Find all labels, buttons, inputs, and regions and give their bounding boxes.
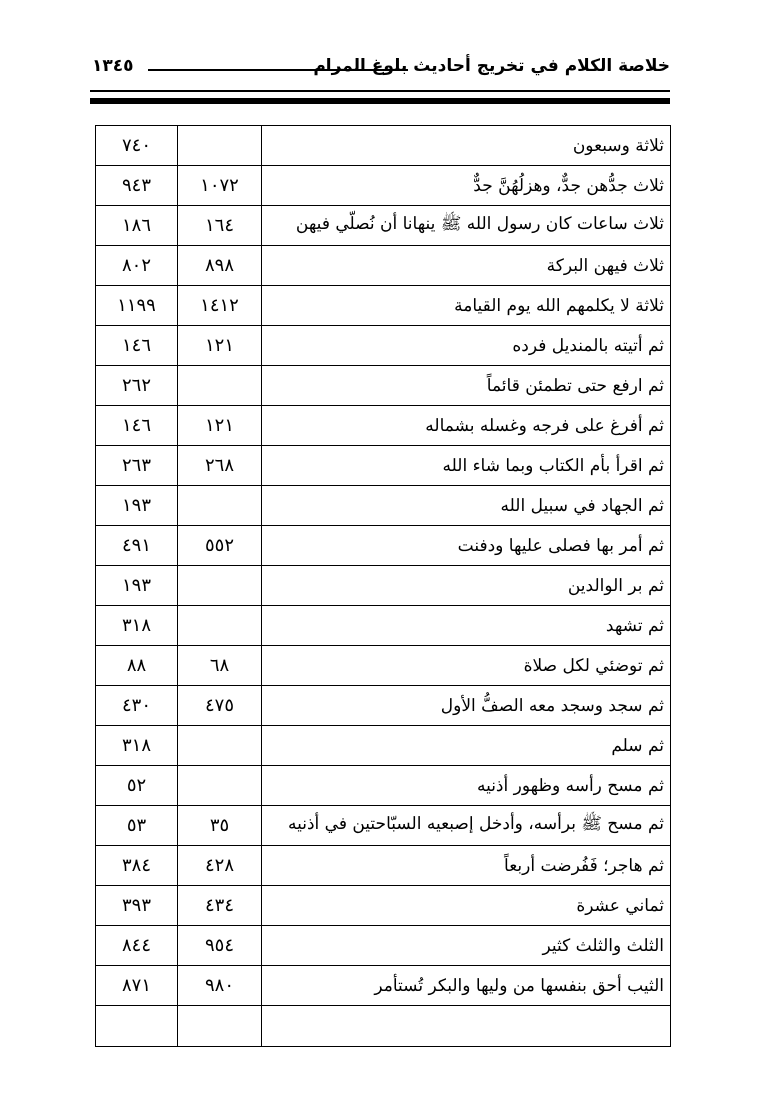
hadith-number-cell: ٤٣٤ xyxy=(178,886,262,926)
hadith-text-cell: ثم أمر بها فصلى عليها ودفنت xyxy=(262,526,671,566)
page-number-cell: ٢٦٣ xyxy=(96,446,178,486)
empty-cell xyxy=(262,1006,671,1047)
header-thin-rule xyxy=(90,90,670,92)
page-number-cell: ٣١٨ xyxy=(96,726,178,766)
page-number-cell: ٣٨٤ xyxy=(96,846,178,886)
hadith-number-cell: ٥٥٢ xyxy=(178,526,262,566)
header-thick-rule xyxy=(90,98,670,104)
hadith-number-cell: ٤٢٨ xyxy=(178,846,262,886)
hadith-number-cell xyxy=(178,126,262,166)
hadith-number-cell xyxy=(178,366,262,406)
table-row xyxy=(96,126,671,166)
page-number-cell: ٣٩٣ xyxy=(96,886,178,926)
hadith-number-cell: ٢٦٨ xyxy=(178,446,262,486)
page-number-cell: ١٩٣ xyxy=(96,486,178,526)
hadith-number-cell xyxy=(178,726,262,766)
hadith-number-cell: ١٦٤ xyxy=(178,206,262,246)
table-row xyxy=(96,486,671,526)
hadith-number-cell: ٩٨٠ xyxy=(178,966,262,1006)
empty-table-row xyxy=(96,1006,671,1047)
hadith-text-cell: ثم أفرغ على فرجه وغسله بشماله xyxy=(262,406,671,446)
table-row xyxy=(96,326,671,366)
table-row xyxy=(96,646,671,686)
hadith-text-cell: ثم هاجر؛ فَفُرضت أربعاً xyxy=(262,846,671,886)
table-row xyxy=(96,526,671,566)
empty-cell xyxy=(96,1006,178,1047)
hadith-number-cell: ٨٩٨ xyxy=(178,246,262,286)
hadith-text-cell: ثم توضئي لكل صلاة xyxy=(262,646,671,686)
page-number-cell: ٨٤٤ xyxy=(96,926,178,966)
page-number-cell: ١٤٦ xyxy=(96,406,178,446)
page-number-cell: ١٨٦ xyxy=(96,206,178,246)
hadith-number-cell: ١٢١ xyxy=(178,326,262,366)
header-dash-rule xyxy=(148,69,408,71)
hadith-text-cell: الثيب أحق بنفسها من وليها والبكر تُستأمر xyxy=(262,966,671,1006)
table-row xyxy=(96,886,671,926)
page-number-cell: ١١٩٩ xyxy=(96,286,178,326)
table-row xyxy=(96,166,671,206)
hadith-text-cell: ثم تشهد xyxy=(262,606,671,646)
empty-cell xyxy=(178,1006,262,1047)
table-row xyxy=(96,606,671,646)
table-row xyxy=(96,446,671,486)
hadith-text-cell: ثم اقرأ بأم الكتاب وبما شاء الله xyxy=(262,446,671,486)
hadith-text-cell: ثم سلم xyxy=(262,726,671,766)
table-row xyxy=(96,966,671,1006)
table-row xyxy=(96,406,671,446)
hadith-number-cell: ٣٥ xyxy=(178,806,262,846)
hadith-text-cell: ثم أتيته بالمنديل فرده xyxy=(262,326,671,366)
table-row xyxy=(96,846,671,886)
hadith-text-cell: ثم مسح رأسه وظهور أذنيه xyxy=(262,766,671,806)
page-number-cell: ١٤٦ xyxy=(96,326,178,366)
table-row xyxy=(96,766,671,806)
page-number-cell: ١٩٣ xyxy=(96,566,178,606)
page-number-cell: ٥٢ xyxy=(96,766,178,806)
index-table-body xyxy=(96,126,671,1047)
hadith-number-cell xyxy=(178,606,262,646)
hadith-number-cell: ١٠٧٢ xyxy=(178,166,262,206)
page-number-cell: ٨٨ xyxy=(96,646,178,686)
running-header xyxy=(92,56,670,84)
page-number-cell: ٣١٨ xyxy=(96,606,178,646)
hadith-text-cell: ثم بر الوالدين xyxy=(262,566,671,606)
hadith-number-cell: ١٢١ xyxy=(178,406,262,446)
hadith-text-cell: ثلاث جدُّهن جدٌّ، وهزلُهُنَّ جدٌّ xyxy=(262,166,671,206)
hadith-number-cell xyxy=(178,566,262,606)
table-row xyxy=(96,206,671,246)
hadith-number-cell xyxy=(178,486,262,526)
page-number-cell: ٤٩١ xyxy=(96,526,178,566)
table-row xyxy=(96,286,671,326)
hadith-number-cell: ١٤١٢ xyxy=(178,286,262,326)
hadith-text-cell: ثم سجد وسجد معه الصفُّ الأول xyxy=(262,686,671,726)
page-number-cell: ٤٣٠ xyxy=(96,686,178,726)
table-row xyxy=(96,806,671,846)
hadith-text-cell: الثلث والثلث كثير xyxy=(262,926,671,966)
page-number-cell: ٩٤٣ xyxy=(96,166,178,206)
table-row xyxy=(96,246,671,286)
hadith-text-cell: ثلاثة وسبعون xyxy=(262,126,671,166)
hadith-index-table xyxy=(95,125,671,1047)
page-number: ١٣٤٥ xyxy=(92,56,134,76)
page-number-cell: ٧٤٠ xyxy=(96,126,178,166)
table-row xyxy=(96,726,671,766)
hadith-text-cell: ثم الجهاد في سبيل الله xyxy=(262,486,671,526)
table-row xyxy=(96,366,671,406)
hadith-number-cell: ٦٨ xyxy=(178,646,262,686)
book-title: خلاصة الكلام في تخريج أحاديث بلوغ المرام xyxy=(313,56,670,76)
hadith-text-cell: ثلاث فيهن البركة xyxy=(262,246,671,286)
hadith-number-cell xyxy=(178,766,262,806)
page-number-cell: ٨٠٢ xyxy=(96,246,178,286)
hadith-text-cell: ثم ارفع حتى تطمئن قائماً xyxy=(262,366,671,406)
hadith-number-cell: ٩٥٤ xyxy=(178,926,262,966)
page-number-cell: ٨٧١ xyxy=(96,966,178,1006)
table-row xyxy=(96,686,671,726)
hadith-text-cell: ثلاث ساعات كان رسول الله ﷺ ينهانا أن نُصلّي فيهن xyxy=(262,206,671,246)
hadith-text-cell: ثم مسح ﷺ برأسه، وأدخل إصبعيه السبّاحتين في أذنيه xyxy=(262,806,671,846)
table-row xyxy=(96,566,671,606)
table-row xyxy=(96,926,671,966)
hadith-text-cell: ثماني عشرة xyxy=(262,886,671,926)
hadith-text-cell: ثلاثة لا يكلمهم الله يوم القيامة xyxy=(262,286,671,326)
page-number-cell: ٥٣ xyxy=(96,806,178,846)
page-number-cell: ٢٦٢ xyxy=(96,366,178,406)
hadith-number-cell: ٤٧٥ xyxy=(178,686,262,726)
